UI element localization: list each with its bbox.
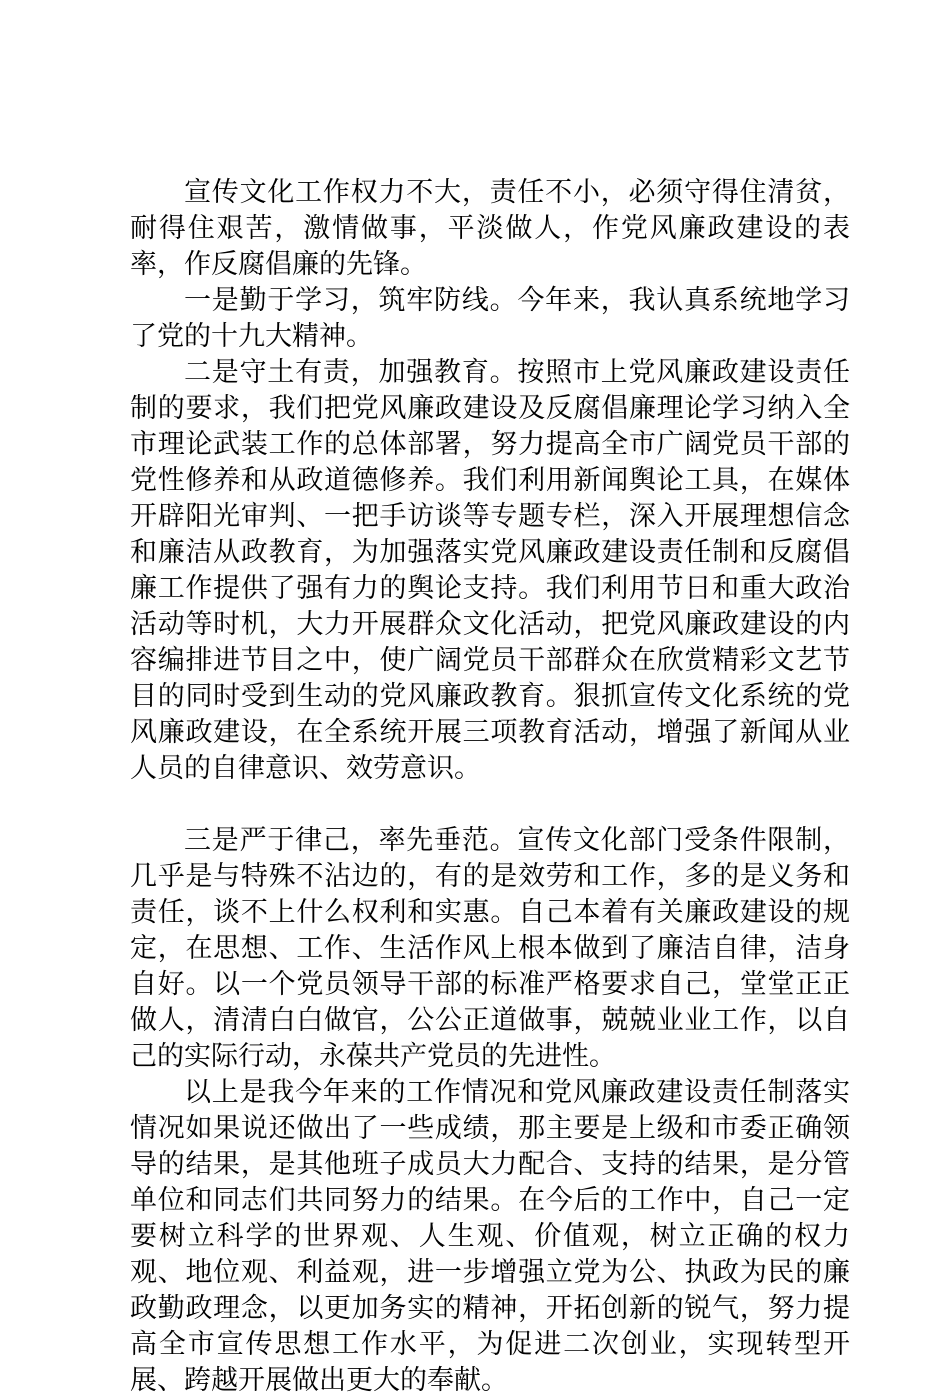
paragraph-study: 一是勤于学习，筑牢防线。今年来，我认真系统地学习了党的十九大精神。	[130, 285, 850, 352]
paragraph-self-discipline: 三是严于律己，率先垂范。宣传文化部门受条件限制，几乎是与特殊不沾边的，有的是效劳和工作，多的是义务和责任，谈不上什么权利和实惠。自己本着有关廉政建设的规定，在思想、工作、生活作风上根本做到了廉洁自律，洁身自好。以一个党员领导干部的标准严格要求自己，堂堂正正做人，清清白白做官，公公正道做事，兢兢业业工作，以自己的实际行动，永葆共产党员的先进性。	[130, 825, 850, 1072]
document-body	[130, 175, 850, 1399]
paragraph-conclusion: 以上是我今年来的工作情况和党风廉政建设责任制落实情况如果说还做出了一些成绩，那主要是上级和市委正确领导的结果，是其他班子成员大力配合、支持的结果，是分管单位和同志们共同努力的结果。在今后的工作中，自己一定要树立科学的世界观、人生观、价值观，树立正确的权力观、地位观、利益观，进一步增强立党为公、执政为民的廉政勤政理念，以更加务实的精神，开拓创新的锐气，努力提高全市宣传思想工作水平，为促进二次创业，实现转型开展、跨越开展做出更大的奉献。	[130, 1077, 850, 1396]
paragraph-gap	[130, 787, 850, 823]
paragraph-education: 二是守土有责，加强教育。按照市上党风廉政建设责任制的要求，我们把党风廉政建设及反腐倡廉理论学习纳入全市理论武装工作的总体部署，努力提高全市广阔党员干部的党性修养和从政道德修养。我们利用新闻舆论工具，在媒体开辟阳光审判、一把手访谈等专题专栏，深入开展理想信念和廉洁从政教育，为加强落实党风廉政建设责任制和反腐倡廉工作提供了强有力的舆论支持。我们利用节日和重大政治活动等时机，大力开展群众文化活动，把党风廉政建设的内容编排进节目之中，使广阔党员干部群众在欣赏精彩文艺节目的同时受到生动的党风廉政教育。狠抓宣传文化系统的党风廉政建设，在全系统开展三项教育活动，增强了新闻从业人员的自律意识、效劳意识。	[130, 357, 850, 784]
paragraph-intro: 宣传文化工作权力不大，责任不小，必须守得住清贫，耐得住艰苦，激情做事，平淡做人，作党风廉政建设的表率，作反腐倡廉的先锋。	[130, 177, 850, 280]
